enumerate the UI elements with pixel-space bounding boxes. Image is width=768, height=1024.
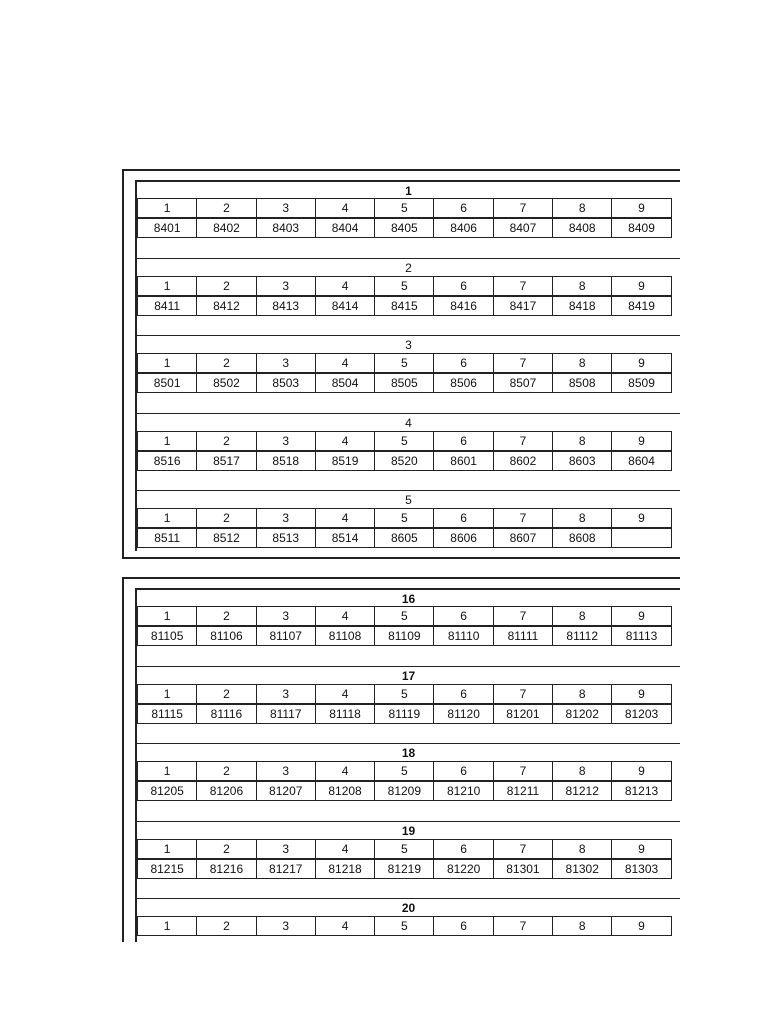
header-cell: 4	[315, 276, 375, 296]
header-cell: 7	[493, 839, 553, 859]
header-cell: 1	[137, 353, 197, 373]
value-cell: 8608	[552, 528, 612, 548]
value-cell: 81109	[374, 626, 434, 646]
group-block	[137, 413, 680, 471]
panel-top	[122, 169, 680, 559]
header-cell: 4	[315, 606, 375, 626]
value-cell: 8501	[137, 373, 197, 393]
value-cell: 81203	[611, 704, 671, 724]
value-cell: 8603	[552, 451, 612, 471]
header-cell: 6	[433, 839, 493, 859]
value-cell: 81209	[374, 781, 434, 801]
header-cell: 2	[196, 761, 256, 781]
value-cell: 8513	[256, 528, 316, 548]
value-cell: 8605	[374, 528, 434, 548]
header-cell: 1	[137, 431, 197, 451]
header-cell: 6	[433, 508, 493, 528]
header-cell: 9	[611, 684, 671, 704]
header-cell: 7	[493, 508, 553, 528]
value-cell: 81202	[552, 704, 612, 724]
header-cell: 5	[374, 606, 434, 626]
header-cell: 8	[552, 353, 612, 373]
value-cell: 8419	[611, 296, 671, 316]
header-cell: 1	[137, 761, 197, 781]
header-cell: 3	[256, 276, 316, 296]
header-cell: 8	[552, 839, 612, 859]
header-cell: 3	[256, 839, 316, 859]
group-block	[137, 180, 680, 238]
header-cell: 3	[256, 761, 316, 781]
header-cell: 7	[493, 606, 553, 626]
value-cell: 8414	[315, 296, 375, 316]
group-title: 2	[137, 258, 680, 276]
header-cell: 9	[611, 431, 671, 451]
value-cell: 8503	[256, 373, 316, 393]
header-row	[137, 840, 680, 860]
header-cell: 1	[137, 916, 197, 936]
header-cell: 2	[196, 353, 256, 373]
header-cell: 5	[374, 353, 434, 373]
header-cell: 9	[611, 276, 671, 296]
value-cell: 81210	[433, 781, 493, 801]
value-cell: 8516	[137, 451, 197, 471]
value-row	[137, 529, 680, 549]
value-cell: 8509	[611, 373, 671, 393]
value-cell: 8416	[433, 296, 493, 316]
value-cell: 81115	[137, 704, 197, 724]
value-cell: 8407	[493, 218, 553, 238]
value-cell: 8403	[256, 218, 316, 238]
value-cell: 8402	[196, 218, 256, 238]
group-block	[137, 821, 680, 879]
value-cell: 8607	[493, 528, 553, 548]
value-cell: 8404	[315, 218, 375, 238]
header-cell: 4	[315, 839, 375, 859]
header-cell: 4	[315, 761, 375, 781]
header-row	[137, 354, 680, 374]
value-cell: 8601	[433, 451, 493, 471]
group-block	[137, 743, 680, 801]
group-title: 4	[137, 413, 680, 431]
group-block	[137, 258, 680, 316]
value-cell: 8413	[256, 296, 316, 316]
header-cell: 5	[374, 916, 434, 936]
group-title: 5	[137, 490, 680, 508]
header-cell: 2	[196, 431, 256, 451]
value-row	[137, 860, 680, 880]
header-cell: 4	[315, 508, 375, 528]
header-cell: 4	[315, 198, 375, 218]
header-cell: 3	[256, 508, 316, 528]
value-cell: 81120	[433, 704, 493, 724]
header-row	[137, 199, 680, 219]
header-cell: 9	[611, 508, 671, 528]
header-cell: 6	[433, 353, 493, 373]
value-cell: 8417	[493, 296, 553, 316]
value-cell: 81108	[315, 626, 375, 646]
header-cell: 4	[315, 684, 375, 704]
group-block	[137, 588, 680, 646]
value-cell: 81113	[611, 626, 671, 646]
value-cell: 81112	[552, 626, 612, 646]
value-cell: 8411	[137, 296, 197, 316]
header-cell: 6	[433, 276, 493, 296]
value-cell: 81201	[493, 704, 553, 724]
header-cell: 8	[552, 431, 612, 451]
header-cell: 1	[137, 839, 197, 859]
header-cell: 5	[374, 839, 434, 859]
header-cell: 2	[196, 839, 256, 859]
group-title: 16	[137, 588, 680, 606]
header-row	[137, 277, 680, 297]
header-cell: 5	[374, 684, 434, 704]
header-cell: 2	[196, 606, 256, 626]
header-row	[137, 762, 680, 782]
value-cell: 81303	[611, 859, 671, 879]
header-cell: 3	[256, 198, 316, 218]
value-cell: 8502	[196, 373, 256, 393]
header-cell: 4	[315, 916, 375, 936]
value-cell: 8409	[611, 218, 671, 238]
header-cell: 1	[137, 684, 197, 704]
value-cell: 8512	[196, 528, 256, 548]
value-cell: 8511	[137, 528, 197, 548]
header-cell: 9	[611, 198, 671, 218]
group-title: 18	[137, 743, 680, 761]
value-row	[137, 374, 680, 394]
value-cell: 81212	[552, 781, 612, 801]
group-block	[137, 490, 680, 548]
header-cell: 1	[137, 508, 197, 528]
value-cell: 81105	[137, 626, 197, 646]
value-cell: 81119	[374, 704, 434, 724]
value-cell: 8514	[315, 528, 375, 548]
value-cell: 81213	[611, 781, 671, 801]
value-cell: 81111	[493, 626, 553, 646]
header-row	[137, 607, 680, 627]
value-row	[137, 705, 680, 725]
header-cell: 5	[374, 198, 434, 218]
value-cell: 81107	[256, 626, 316, 646]
value-cell: 8507	[493, 373, 553, 393]
value-cell: 8406	[433, 218, 493, 238]
header-cell: 3	[256, 431, 316, 451]
header-cell: 5	[374, 508, 434, 528]
value-row	[137, 627, 680, 647]
value-cell	[611, 528, 671, 548]
value-cell: 8602	[493, 451, 553, 471]
header-row	[137, 509, 680, 529]
header-cell: 8	[552, 276, 612, 296]
group-title: 19	[137, 821, 680, 839]
header-cell: 1	[137, 606, 197, 626]
header-cell: 9	[611, 761, 671, 781]
value-cell: 81208	[315, 781, 375, 801]
header-cell: 9	[611, 606, 671, 626]
header-cell: 4	[315, 431, 375, 451]
header-row	[137, 917, 680, 937]
header-cell: 6	[433, 916, 493, 936]
value-cell: 8520	[374, 451, 434, 471]
value-cell: 8505	[374, 373, 434, 393]
value-cell: 8518	[256, 451, 316, 471]
header-cell: 6	[433, 684, 493, 704]
header-cell: 7	[493, 276, 553, 296]
value-cell: 81117	[256, 704, 316, 724]
header-cell: 9	[611, 839, 671, 859]
value-cell: 81106	[196, 626, 256, 646]
header-cell: 8	[552, 606, 612, 626]
value-cell: 8401	[137, 218, 197, 238]
group-block	[137, 335, 680, 393]
header-cell: 2	[196, 916, 256, 936]
header-cell: 5	[374, 276, 434, 296]
value-cell: 81205	[137, 781, 197, 801]
value-cell: 8504	[315, 373, 375, 393]
value-cell: 81302	[552, 859, 612, 879]
value-cell: 8606	[433, 528, 493, 548]
header-cell: 7	[493, 761, 553, 781]
header-cell: 8	[552, 198, 612, 218]
value-cell: 8418	[552, 296, 612, 316]
header-cell: 7	[493, 431, 553, 451]
group-block	[137, 666, 680, 724]
header-cell: 1	[137, 198, 197, 218]
panel-bottom-inner	[135, 588, 680, 942]
group-title: 1	[137, 180, 680, 198]
header-cell: 7	[493, 198, 553, 218]
header-cell: 3	[256, 606, 316, 626]
value-cell: 8405	[374, 218, 434, 238]
header-cell: 5	[374, 431, 434, 451]
header-row	[137, 685, 680, 705]
header-cell: 8	[552, 761, 612, 781]
value-cell: 81211	[493, 781, 553, 801]
value-cell: 81219	[374, 859, 434, 879]
value-cell: 8415	[374, 296, 434, 316]
value-row	[137, 297, 680, 317]
header-cell: 7	[493, 916, 553, 936]
value-cell: 81207	[256, 781, 316, 801]
value-cell: 8519	[315, 451, 375, 471]
header-cell: 2	[196, 198, 256, 218]
group-title: 3	[137, 335, 680, 353]
header-cell: 9	[611, 916, 671, 936]
header-cell: 8	[552, 684, 612, 704]
value-cell: 81118	[315, 704, 375, 724]
group-block	[137, 898, 680, 956]
header-row	[137, 432, 680, 452]
value-row	[137, 782, 680, 802]
header-cell: 6	[433, 431, 493, 451]
value-cell: 81217	[256, 859, 316, 879]
header-cell: 1	[137, 276, 197, 296]
value-cell: 81216	[196, 859, 256, 879]
value-cell: 81110	[433, 626, 493, 646]
value-cell: 81218	[315, 859, 375, 879]
group-title: 20	[137, 898, 680, 916]
header-cell: 9	[611, 353, 671, 373]
value-cell: 81220	[433, 859, 493, 879]
header-cell: 6	[433, 761, 493, 781]
value-cell: 8408	[552, 218, 612, 238]
header-cell: 7	[493, 684, 553, 704]
header-cell: 2	[196, 684, 256, 704]
header-cell: 4	[315, 353, 375, 373]
header-cell: 3	[256, 916, 316, 936]
header-cell: 3	[256, 684, 316, 704]
header-cell: 2	[196, 508, 256, 528]
value-cell: 81215	[137, 859, 197, 879]
value-row	[137, 219, 680, 239]
header-cell: 8	[552, 916, 612, 936]
value-cell: 81116	[196, 704, 256, 724]
value-cell: 81301	[493, 859, 553, 879]
value-cell: 8604	[611, 451, 671, 471]
value-cell: 8412	[196, 296, 256, 316]
panel-bottom	[122, 577, 680, 942]
value-cell: 81206	[196, 781, 256, 801]
header-cell: 5	[374, 761, 434, 781]
value-cell: 8508	[552, 373, 612, 393]
panel-top-inner	[135, 180, 680, 551]
header-cell: 7	[493, 353, 553, 373]
header-cell: 8	[552, 508, 612, 528]
header-cell: 2	[196, 276, 256, 296]
value-cell: 8517	[196, 451, 256, 471]
header-cell: 6	[433, 606, 493, 626]
value-cell: 8506	[433, 373, 493, 393]
value-row	[137, 452, 680, 472]
header-cell: 3	[256, 353, 316, 373]
header-cell: 6	[433, 198, 493, 218]
group-title: 17	[137, 666, 680, 684]
